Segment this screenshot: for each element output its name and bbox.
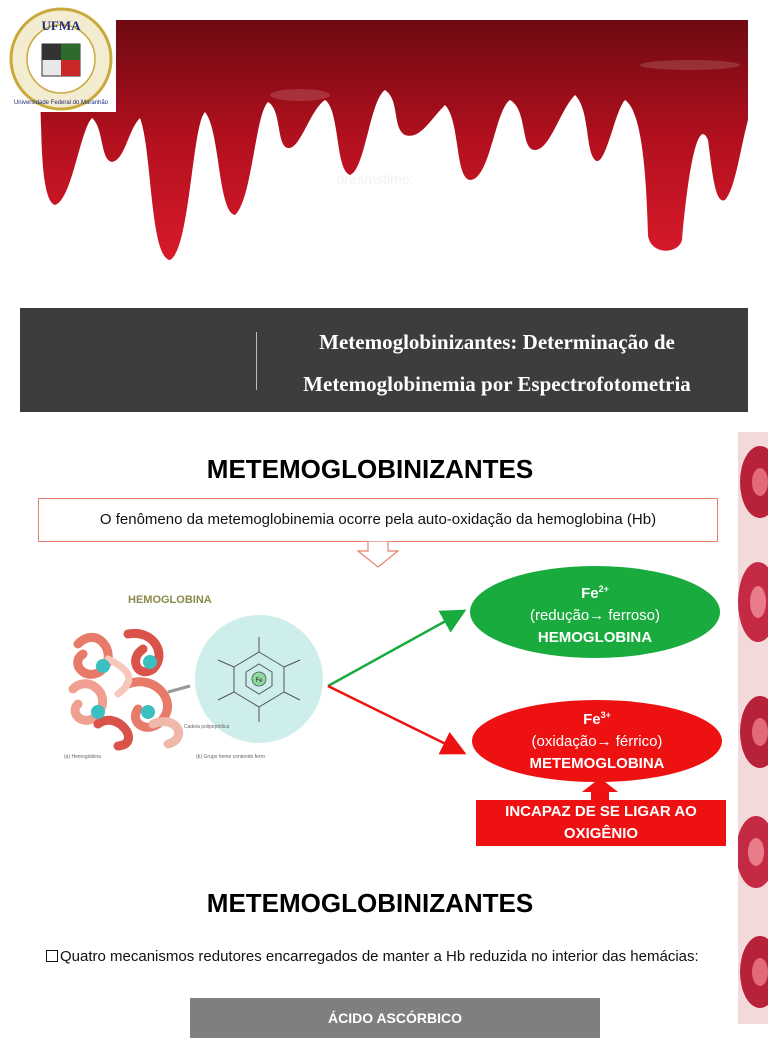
red-blood-cells-image [738,432,768,1024]
title-divider [256,332,257,390]
down-arrow-icon [356,541,400,569]
svg-text:Fe: Fe [255,678,263,684]
bullet-item: Quatro mecanismos redutores encarregados de manter a Hb reduzida no interior das hemácias: [46,946,722,968]
mechanism-box: ÁCIDO ASCÓRBICO [190,998,600,1038]
svg-text:Universidade Federal do Maranh: Universidade Federal do Maranhão [13,100,109,106]
figure-caption-c: Cadeia polipeptídica [184,724,230,730]
svg-text:UFMA: UFMA [41,18,81,33]
ferric-methemoglobin-ellipse: $Fe^{3+}$ (oxidação→ férrico) METEMOGLOBINA [472,700,722,782]
consequence-box [476,800,726,846]
figure-label: HEMOGLOBINA [128,594,212,606]
figure-caption-b: (b) Grupo heme contendo ferro [196,754,265,760]
ufma-logo [6,6,116,112]
slide-title-line-2: Metemoglobinemia por Espectrofotometria [303,372,691,396]
consequence-line-1: INCAPAZ DE SE LIGAR AO [505,803,697,820]
up-arrow-icon [582,778,618,802]
statement-box: O fenômeno da metemoglobinemia ocorre pela auto-oxidação da hemoglobina (Hb) [38,498,718,542]
section-heading-2: METEMOGLOBINIZANTES [206,888,534,918]
branch-arrows [322,600,472,760]
section-heading: METEMOGLOBINIZANTES [206,454,534,484]
hemoglobin-protein-figure [58,614,198,754]
slide-title-line-1: Metemoglobinizantes: Determinação de [319,330,675,354]
checkbox-bullet-icon [46,950,58,962]
university-seal-icon [6,6,116,112]
reduction-arrow-icon [328,612,462,686]
oxidation-arrow-icon [328,686,462,752]
watermark: dreamstime. [336,171,414,187]
ferrous-hemoglobin-ellipse: $Fe^{2+}$ (redução→ ferroso) HEMOGLOBINA [470,566,720,658]
consequence-line-2: OXIGÊNIO [563,825,639,842]
figure-caption-a: (a) Hemoglobina [64,754,101,760]
